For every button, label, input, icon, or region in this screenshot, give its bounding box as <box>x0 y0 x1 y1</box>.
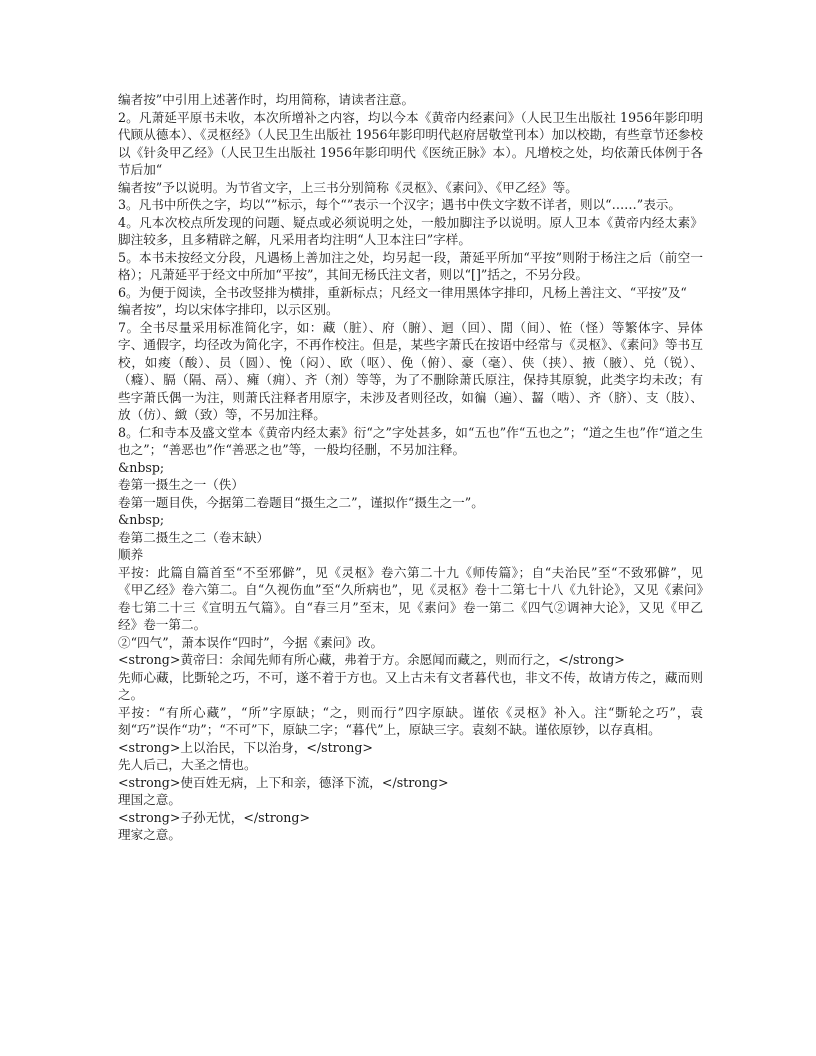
text-line: 7。全书尽量采用标准简化字，如：藏（脏）、府（腑）、迴（回）、閒（间）、恠（怪）等繁体字、异体字、通假字，均径改为简化字，不再作校注。但是，某些字萧氏在按语中经常与《灵枢》、《素问》等书互校，如痠（酸）、员（圆）、悗（闷）、欧（呕）、俛（俯）、豪（毫）、侠（挟）、掖（腋）、兑（锐）、（癃）、膈（隔、鬲）、癕（痈）、齐（剂）等等，为了不删除萧氏原注，保持其原貌，此类字均未改；有些字萧氏偶一为注，则萧氏注释者用原字，未涉及者则径改，如徧（遍）、齧（啮）、齐（脐）、支（肢）、放（仿）、緻（致）等，不另加注释。 <box>118 319 703 422</box>
text-line: 6。为便于阅读，全书改竖排为横排，重新标点；凡经文一律用黑体字排印，凡杨上善注文、“平按”及“ <box>118 284 687 300</box>
subsection-heading: 顺养 <box>118 547 144 562</box>
text-line: 平按：此篇自篇首至“不至邪僻”，见《灵枢》卷六第二十九《师传篇》；自“夫治民”至“不致邪僻”，见《甲乙经》卷六第二。自“久视伤血”至“久所病也”，见《灵枢》卷十二第七十八《九针论》，又见《素问》卷七第二十三《宣明五气篇》。自“春三月”至末，见《素问》卷一第二《四气②调神大论》，又见《甲乙经》卷一第二。 <box>118 564 703 632</box>
document-page <box>118 91 703 844</box>
text-line: 3。凡书中所佚之字，均以“”标示，每个“”表示一个汉字；遇书中佚文字数不详者，则以“……”表示。 <box>118 197 681 212</box>
text-line: 编者按”中引用上述著作时，均用简称，请读者注意。 <box>118 92 415 107</box>
text-line: &nbsp; <box>118 512 165 527</box>
text-line: 理家之意。 <box>118 827 181 842</box>
text-line: 理国之意。 <box>118 792 181 807</box>
text-line: 5。本书未按经文分段，凡遇杨上善加注之处，均另起一段，萧延平所加“平按”则附于杨注之后（前空一格）；凡萧延平于经文中所加“平按”，其间无杨氏注文者，则以“[]”括之，不另分段。 <box>118 249 703 282</box>
section-heading: 卷第一摄生之一（佚） <box>118 477 244 492</box>
text-line: 2。凡萧延平原书未收，本次所增补之内容，均以今本《黄帝内经素问》（人民卫生出版社 1956年影印明代顾从德本）、《灵枢经》（人民卫生出版社 1956年影印明代赵府居敬堂刊本）加以校勘，有些章节还参校以《针灸甲乙经》（人民卫生出版社 1956年影印明代《医统正脉》本）。凡增校之处，均依萧氏体例于各节后加“ <box>118 109 703 177</box>
text-line: 8。仁和寺本及盛文堂本《黄帝内经太素》衍“之”字处甚多，如“五也”作“五也之”；“道之生也”作“道之生也之”；“善恶也”作“善恶之也”等，一般均径删，不另加注释。 <box>118 424 703 457</box>
text-line: 卷第一题目佚，今据第二卷题目“摄生之二”，谨拟作“摄生之一”。 <box>118 494 484 510</box>
text-line: 先师心藏，比斲轮之巧，不可，遂不着于方也。又上古未有文者暮代也，非文不传，故请方传之，藏而则之。 <box>118 669 703 702</box>
footnote-line: ②“四气”，萧本误作“四时”，今据《素问》改。 <box>118 634 384 650</box>
section-heading: 卷第二摄生之二（卷末缺） <box>118 529 270 545</box>
text-line: 编者按”予以说明。为节省文字，上三书分别简称《灵枢》、《素问》、《甲乙经》等。 <box>118 179 578 195</box>
text-line: <strong>黄帝曰：余闻先师有所心藏，弗着于方。余愿闻而藏之，则而行之，</strong> <box>118 652 625 667</box>
text-line: <strong>子孙无忧，</strong> <box>118 809 311 825</box>
text-line: <strong>上以治民，下以治身，</strong> <box>118 739 373 755</box>
text-line: 先人后己，大圣之情也。 <box>118 757 257 772</box>
text-line: &nbsp; <box>118 459 165 475</box>
text-line: 编者按”，均以宋体字排印，以示区别。 <box>118 302 339 317</box>
text-line: 4。凡本次校点所发现的问题、疑点或必须说明之处，一般加脚注予以说明。原人卫本《黄帝内经太素》脚注较多，且多精辟之解，凡采用者均注明“人卫本注曰”字样。 <box>118 214 703 247</box>
text-line: <strong>使百姓无病，上下和亲，德泽下流，</strong> <box>118 774 449 790</box>
text-line: 平按：“有所心藏”，“所”字原缺；“之，则而行”四字原缺。谨依《灵枢》补入。注“斲轮之巧”，袁刻“巧”误作“功”；“不可”下，原缺二字；“暮代”上，原缺三字。袁刻不缺。谨依原钞，以存真相。 <box>118 704 703 737</box>
